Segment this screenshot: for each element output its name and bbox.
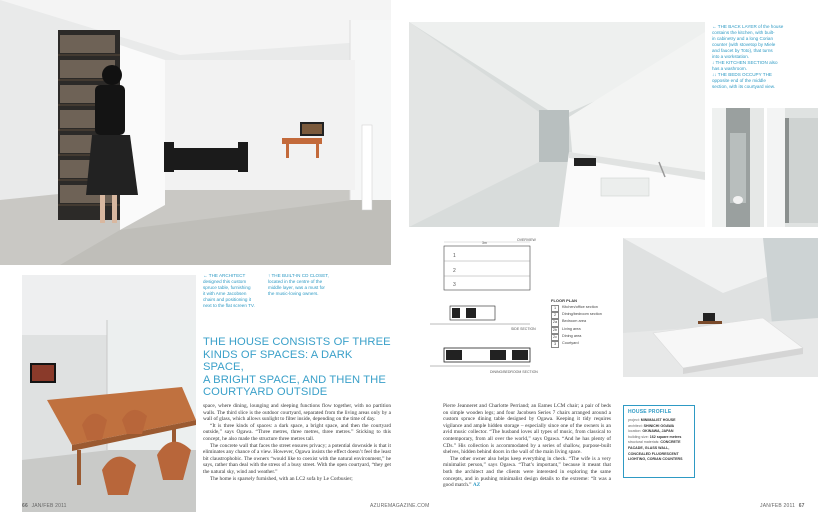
pull-quote-line: COURTYARD OUTSIDE: [203, 386, 328, 399]
photo-dining: [22, 275, 196, 512]
profile-key: structural materials:: [628, 440, 661, 445]
legend-label: Living area: [562, 326, 581, 331]
profile-value: LIGHTING, CORIAN COUNTERS: [628, 457, 683, 462]
caption-architect: [203, 273, 273, 309]
page-number: 67: [798, 503, 805, 509]
caption-line: has a washroom.: [712, 66, 747, 71]
plan-dining-section-label: DINING/BEDROOM SECTION: [490, 370, 538, 374]
folio-center: AZUREMAGAZINE.COM: [370, 503, 430, 509]
profile-key: location:: [628, 429, 643, 434]
caption-kitchen: [712, 24, 816, 90]
legend-label: Courtyard: [562, 341, 579, 346]
profile-key: building size:: [628, 434, 650, 439]
caption-line: spruce table, furnishing: [203, 285, 251, 290]
profile-value: MINIMALIST HOUSE: [640, 418, 676, 422]
legend-number: 2b: [551, 327, 559, 334]
floor-plan-legend: [551, 298, 619, 348]
floor-plan-legend-list: [551, 305, 619, 348]
profile-value: 162 square metres: [649, 434, 682, 439]
house-profile-rows: [628, 418, 683, 463]
paragraph-text: The other owner also helps keep everything in check. “The wife is a very minimalist person,” says Ogawa. “That’s important,” because it meant that both the architect and the clients were interested in exploring the same concepts, and in pushing minimalist design details to the extreme: “It was a good match.”: [443, 455, 611, 489]
body-column-left: [203, 403, 391, 482]
caption-line: counter (with stovetop by Miele: [712, 42, 776, 47]
caption-line: located in the centre of the: [268, 279, 323, 284]
caption-line: ↑ THE BUILT-IN CD CLOSET,: [268, 273, 329, 278]
body-column-right: [443, 403, 611, 489]
plan-room-3: 3: [453, 282, 456, 288]
photo-bedroom: [623, 238, 818, 377]
caption-line: middle layer, was a must for: [268, 285, 325, 290]
folio-left: [22, 503, 67, 509]
house-profile-row: [628, 457, 683, 463]
house-profile-title: HOUSE PROFILE: [628, 409, 672, 415]
caption-closet: [268, 273, 350, 297]
caption-line: section, with its courtyard view.: [712, 84, 776, 89]
floor-plan-legend-item: [551, 319, 619, 326]
paragraph: The concrete wall that faces the street ensures privacy; a potential downside is that it eliminates any chance of a view. However, Ogawa insists the effect doesn’t feel the least bit claustrophobic. The owners “would like to coexist with the natural environment,” he says, rather than deal with the stress of a busy street. With the open courtyard, “they get the natural sky, wind and weather.”: [203, 442, 391, 475]
legend-number: 2: [551, 312, 559, 319]
issue-date: JAN/FEB 2011: [760, 503, 796, 509]
caption-line: designed this custom: [203, 279, 247, 284]
caption-line: it with Arne Jacobsen: [203, 291, 247, 296]
pull-quote-line: KINDS OF SPACES: A DARK SPACE,: [203, 348, 353, 374]
floor-plan-legend-item: [551, 341, 619, 348]
legend-label: Kitchen/office section: [562, 305, 598, 309]
legend-label: Bedroom area: [562, 319, 587, 324]
caption-line: contains the kitchen, with built-: [712, 30, 775, 35]
profile-value: CONCEALED FLUORESCENT: [628, 451, 679, 456]
paragraph: Pierre Jeanneret and Charlotte Perriand; an Eames LCM chair; a pair of beds on simple wooden legs; and four Jacobsen Series 7 chairs arranged around a custom spruce dining table designed by Ogawa. Keeping it tidy requires vigilance and ample hidden storage – especially since one of the owners is an avid music collector. “The husband loves all types of music, from classical to contemporary, from all over the world,” says Ogawa. “And he has plenty of CDs.” His collection is accommodated by a series of shallow, purpose-built shelves, hidden behind doors in the wall of the main living space.: [443, 403, 611, 456]
profile-key: architect:: [628, 423, 644, 428]
floor-plan-title: FLOOR PLAN: [551, 298, 577, 303]
caption-line: and faucet by Toto), that turns: [712, 48, 773, 53]
legend-number: 1: [551, 305, 559, 312]
plan-room-2: 2: [453, 268, 456, 274]
caption-line: into a workstation.: [712, 54, 750, 59]
end-mark: AZ: [472, 482, 481, 489]
profile-value: SHINICHI OGAWA: [643, 423, 675, 428]
paragraph: space, where dining, lounging and sleeping functions flow together, with no partition walls. The third slice is the outdoor courtyard, separated from the living areas only by a wall of glass, which allows sunlight to filter inside, depending on the time of day.: [203, 403, 391, 423]
folio-right: [760, 503, 805, 509]
caption-line: ← THE ARCHITECT: [203, 273, 246, 278]
caption-line: the music-loving owners.: [268, 291, 319, 296]
photo-corridor: [767, 108, 818, 227]
plan-overview-label: OVERVIEW: [517, 238, 536, 242]
house-profile-box: [623, 405, 695, 478]
pull-quote: [203, 336, 393, 399]
plan-room-1: 1: [453, 253, 456, 259]
legend-number: 3: [551, 341, 559, 348]
photo-kitchen: [409, 22, 705, 227]
pull-quote-line: A BRIGHT SPACE, AND THEN THE: [203, 373, 386, 386]
pull-quote-line: THE HOUSE CONSISTS OF THREE: [203, 336, 391, 348]
legend-label: Dining area: [562, 333, 582, 338]
caption-line: chairs and positioning it: [203, 297, 252, 302]
caption-line: in cabinetry and a long Corian: [712, 36, 774, 41]
caption-line: ← THE BACK LAYER of the house: [712, 24, 784, 29]
paragraph: [443, 456, 611, 489]
issue-date: JAN/FEB 2011: [31, 503, 67, 509]
page-number: 66: [22, 503, 28, 509]
photo-washroom: [712, 108, 764, 227]
profile-key: project:: [628, 418, 641, 422]
floor-plan-legend-item: [551, 312, 619, 319]
plan-side-section-label: SIDE SECTION: [511, 327, 536, 331]
legend-number: 2c: [551, 334, 559, 341]
caption-line: next to the flat screen TV.: [203, 303, 255, 308]
profile-value: CONCRETE: [660, 440, 681, 445]
profile-value: OKINAWA, JAPAN: [642, 429, 674, 434]
caption-line: opposite end of the middle: [712, 78, 766, 83]
floor-plan-legend-item: [551, 334, 619, 341]
legend-number: 2a: [551, 319, 559, 326]
legend-label: Dining/bedroom section: [562, 312, 602, 317]
floor-plan-legend-item: [551, 327, 619, 334]
caption-line: ↓ THE KITCHEN SECTION also: [712, 60, 778, 65]
profile-value: FACADE, GLASS WALL,: [628, 445, 670, 450]
caption-line: ↓↓ THE BEDS OCCUPY THE: [712, 72, 772, 77]
floor-plan-diagram: [430, 236, 550, 381]
floor-plan-legend-item: [551, 305, 619, 312]
plan-scale-label: 3m: [482, 241, 487, 245]
photo-cd-closet: [0, 0, 391, 265]
paragraph: “It is three kinds of spaces: a dark space, a bright space, and then the courtyard outside,” says Ogawa. “Three metres, three metres, three metres.” Sticking to this concept, he also made the structure three metres tall.: [203, 422, 391, 442]
paragraph: The home is sparsely furnished, with an LC2 sofa by Le Corbusier;: [210, 475, 353, 482]
